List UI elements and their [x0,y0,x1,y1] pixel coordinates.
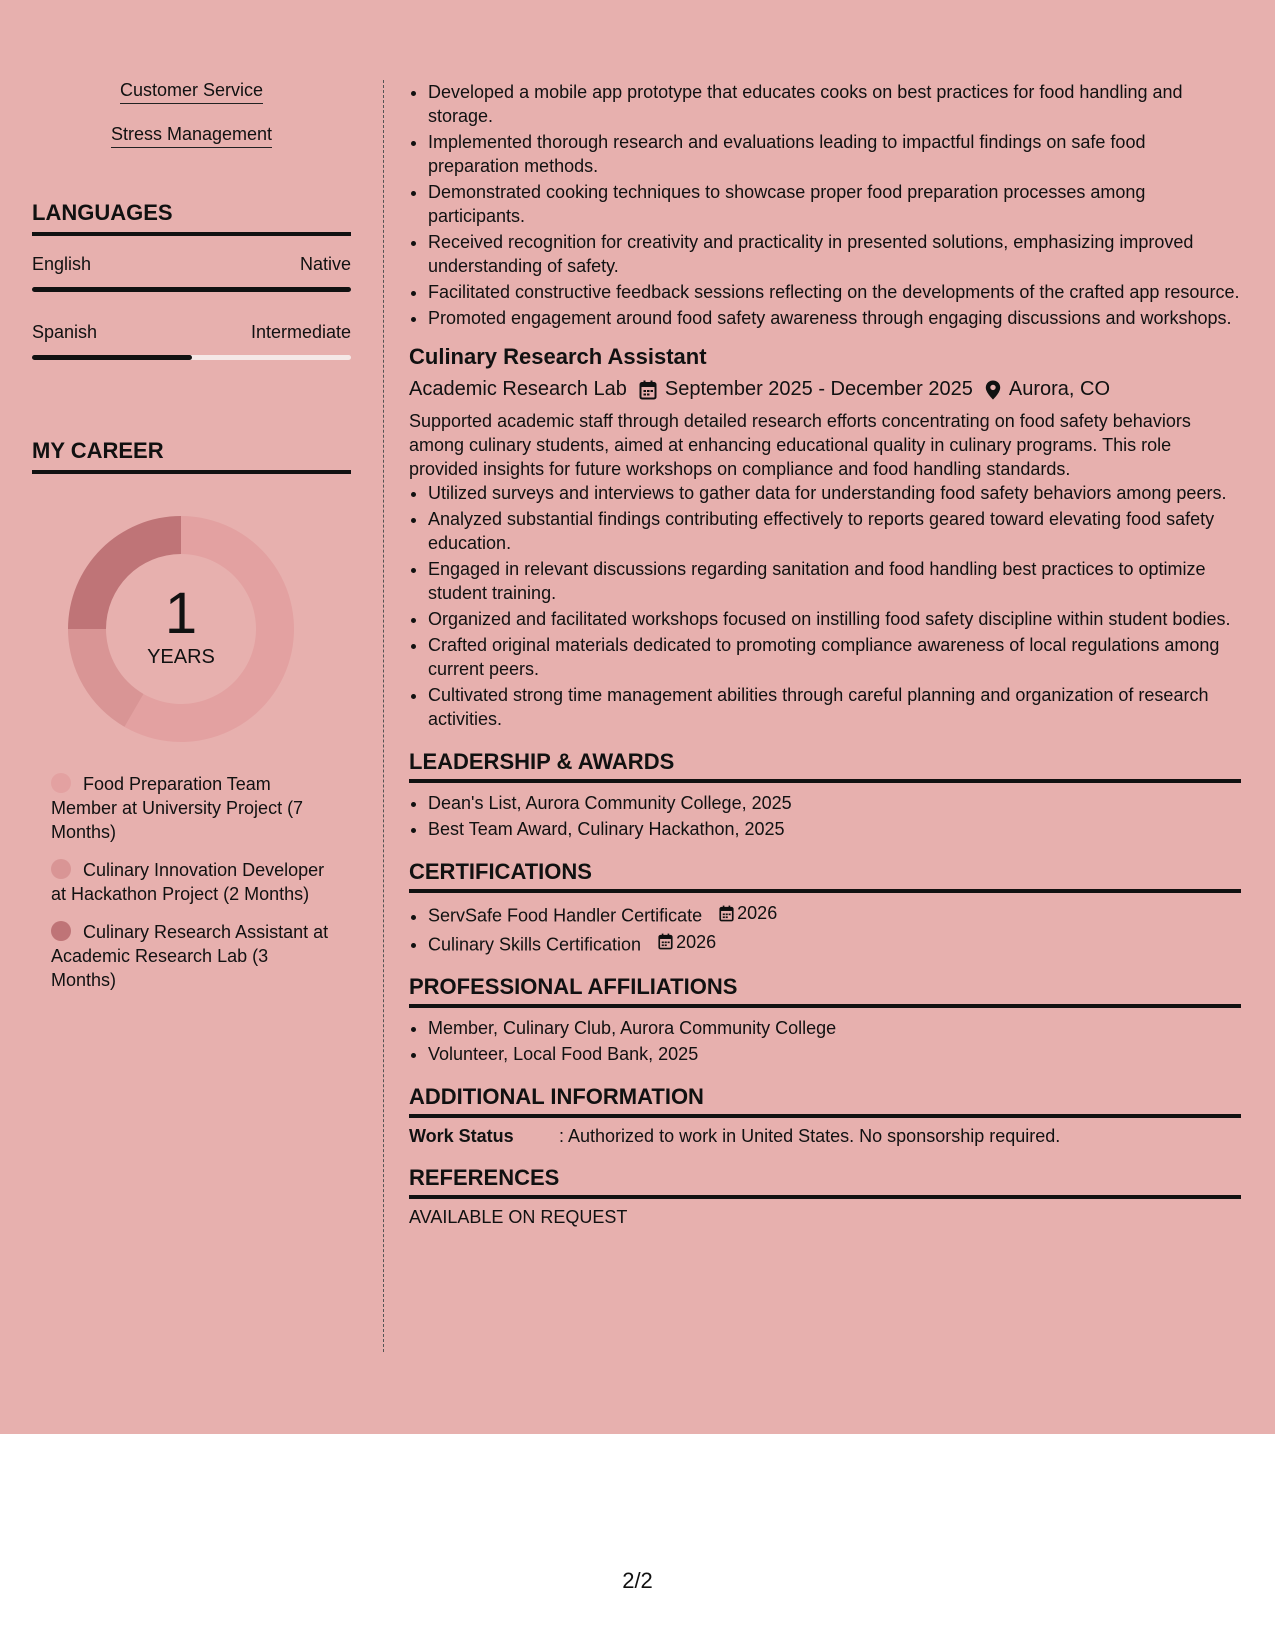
list-item: • Received recognition for creativity and practicality in presented solutions, emphasizing improved understanding of safety. [428,230,1241,278]
calendar-icon [719,905,734,922]
awards-heading: LEADERSHIP & AWARDS [409,749,1241,783]
certification-name: ServSafe Food Handler Certificate [428,905,703,926]
list-item: • Analyzed substantial findings contributing effectively to reports geared toward elevating food safety education. [428,507,1241,555]
certifications-list [409,901,1241,956]
languages-heading: LANGUAGES [32,200,351,236]
job-dates: September 2025 - December 2025 [664,378,973,400]
list-item: • Dean's List, Aurora Community College, 2025 [428,791,1241,815]
legend-dot [51,773,71,793]
list-item: • Utilized surveys and interviews to gather data for understanding food safety behaviors among peers. [428,481,1241,505]
work-status-label: Work Status [409,1126,514,1146]
language-row [32,322,351,343]
calendar-icon [639,380,657,400]
job-meta [409,378,1241,401]
language-row [32,254,351,275]
career-donut-chart [66,514,296,744]
list-item: • Organized and facilitated workshops focused on instilling food safety discipline within student bodies. [428,607,1241,631]
page-number: 2/2 [622,1568,653,1593]
list-item: • Promoted engagement around food safety awareness through engaging discussions and workshops. [428,306,1241,330]
language-level: Intermediate [250,322,351,342]
work-status-value: : Authorized to work in United States. No sponsorship required. [559,1126,1061,1146]
legend-label: Culinary Innovation Developer at Hackathon Project (2 Months) [51,860,325,904]
list-item: • Best Team Award, Culinary Hackathon, 2025 [428,817,1241,841]
career-legend [32,772,331,992]
language-bar-fill [32,287,351,292]
previous-job-bullets [409,80,1241,330]
list-item: • Demonstrated cooking techniques to showcase proper food preparation processes among participants. [428,180,1241,228]
job-organization: Academic Research Lab [409,378,627,400]
affiliations-heading: PROFESSIONAL AFFILIATIONS [409,974,1241,1008]
job-title: Culinary Research Assistant [409,344,707,369]
list-item [428,930,1241,957]
certification-year: 2026 [676,931,717,952]
sidebar [32,80,351,1006]
career-heading: MY CAREER [32,438,351,474]
affiliations-list [409,1016,1241,1066]
certifications-heading: CERTIFICATIONS [409,859,1241,893]
job-bullets [409,481,1241,731]
list-item [428,901,1241,928]
skill-item [32,124,351,148]
column-divider [383,80,384,1352]
main-column [409,80,1241,1228]
language-bar [32,355,351,360]
career-total-unit: YEARS [147,645,215,668]
legend-item [51,920,331,992]
certification-year: 2026 [737,903,778,923]
list-item: • Crafted original materials dedicated to promoting compliance awareness of local regulations among current peers. [428,633,1241,681]
language-name: English [32,254,92,274]
certification-name: Culinary Skills Certification [428,934,642,954]
legend-item [51,858,331,906]
calendar-icon [658,933,673,950]
legend-dot [51,921,71,941]
list-item: • Member, Culinary Club, Aurora Community College [428,1016,1241,1040]
awards-list [409,791,1241,841]
references-text: AVAILABLE ON REQUEST [409,1207,628,1227]
job-description: Supported academic staff through detailed research efforts concentrating on food safety behaviors among culinary students, aimed at enhancing educational quality in culinary programs. This role provided insights for future workshops on compliance and food handling standards. [409,411,1191,479]
legend-item [51,772,331,844]
legend-dot [51,859,71,879]
list-item: • Implemented thorough research and evaluations leading to impactful findings on safe food preparation methods. [428,130,1241,178]
skill-label: Customer Service [120,80,263,104]
list-item: • Developed a mobile app prototype that educates cooks on best practices for food handling and storage. [428,80,1241,128]
career-total-value: 1 [164,580,198,646]
list-item: • Engaged in relevant discussions regarding sanitation and food handling best practices to optimize student training. [428,557,1241,605]
language-bar-fill [32,355,192,360]
donut-center [66,514,296,744]
list-item: • Volunteer, Local Food Bank, 2025 [428,1042,1241,1066]
skill-label: Stress Management [111,124,272,148]
job-location: Aurora, CO [1008,378,1111,400]
language-bar [32,287,351,292]
additional-info-heading: ADDITIONAL INFORMATION [409,1084,1241,1118]
legend-label: Culinary Research Assistant at Academic Research Lab (3 Months) [51,922,329,990]
language-name: Spanish [32,322,98,342]
skill-item [32,80,351,104]
work-status-row [409,1126,1241,1147]
references-heading: REFERENCES [409,1165,1241,1199]
legend-label: Food Preparation Team Member at University Project (7 Months) [51,774,304,842]
list-item: • Cultivated strong time management abilities through careful planning and organization of research activities. [428,683,1241,731]
language-level: Native [299,254,351,274]
list-item: • Facilitated constructive feedback sessions reflecting on the developments of the crafted app resource. [428,280,1241,304]
location-pin-icon [985,380,1001,400]
